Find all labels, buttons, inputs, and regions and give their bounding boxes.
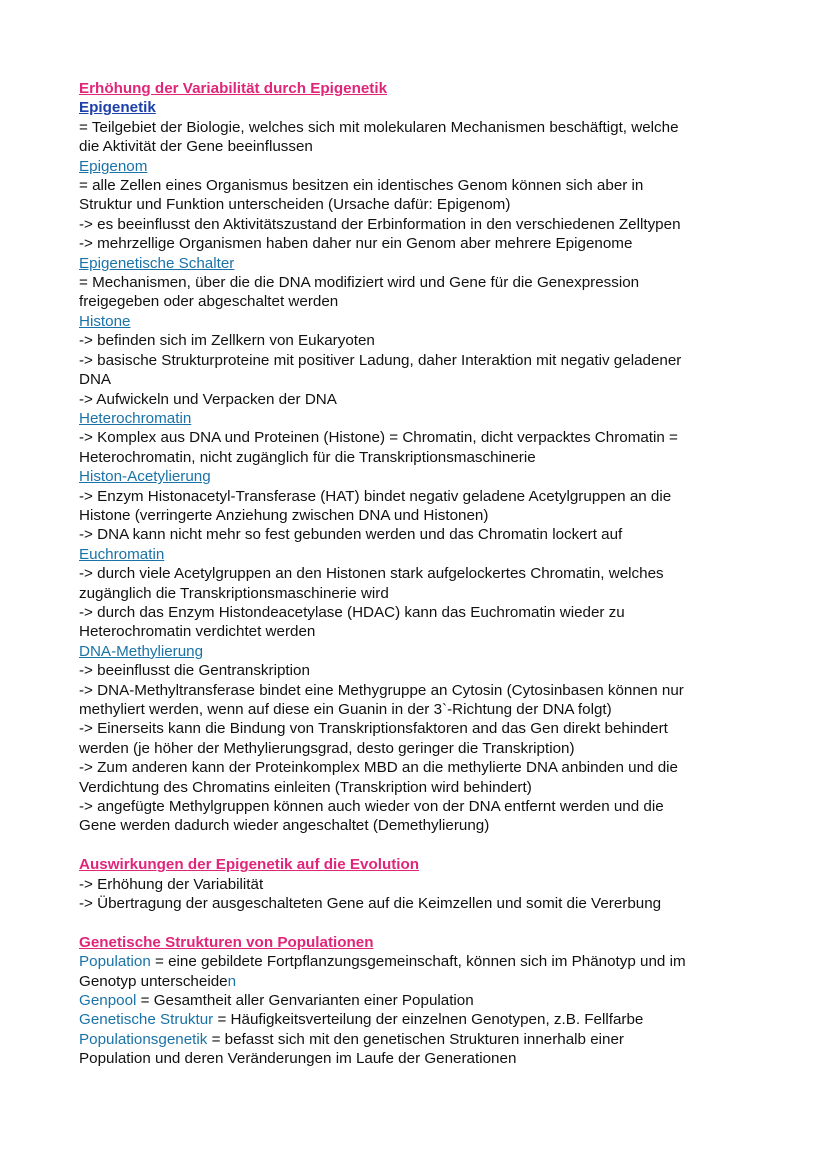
text-line: -> befinden sich im Zellkern von Eukaryoten bbox=[79, 332, 375, 350]
text-line: DNA bbox=[79, 371, 112, 389]
definition-population bbox=[79, 952, 759, 971]
term-population: Population bbox=[79, 953, 151, 971]
text-line: Histone (verringerte Anziehung zwischen DNA und Histonen) bbox=[79, 506, 489, 524]
text-line: -> Einerseits kann die Bindung von Transkriptionsfaktoren and das Gen direkt behindert bbox=[79, 720, 668, 738]
text-line: -> angefügte Methylgruppen können auch wieder von der DNA entfernt werden und die bbox=[79, 798, 664, 816]
section-heading-populationen: Genetische Strukturen von Populationen bbox=[79, 933, 374, 951]
section-heading-epigenetik-variabilitaet: Erhöhung der Variabilität durch Epigenetik bbox=[79, 80, 388, 97]
definition-text: = Gesamtheit aller Genvarianten einer Population bbox=[136, 992, 474, 1010]
text-line: -> beeinflusst die Gentranskription bbox=[79, 662, 310, 680]
text-line bbox=[79, 972, 759, 991]
text-line: -> DNA-Methyltransferase bindet eine Methygruppe an Cytosin (Cytosinbasen können nur bbox=[79, 681, 684, 699]
term-heterochromatin: Heterochromatin bbox=[79, 409, 192, 427]
text-line: = alle Zellen eines Organismus besitzen ein identisches Genom können sich aber in bbox=[79, 177, 644, 195]
spacer bbox=[79, 836, 759, 855]
term-histone: Histone bbox=[79, 312, 131, 330]
text-line: -> Zum anderen kann der Proteinkomplex MBD an die methylierte DNA anbinden und die bbox=[79, 759, 678, 777]
term-euchromatin: Euchromatin bbox=[79, 545, 165, 563]
definition-genpool bbox=[79, 991, 759, 1010]
text-line: -> DNA kann nicht mehr so fest gebunden werden und das Chromatin lockert auf bbox=[79, 526, 623, 544]
term-genpool: Genpool bbox=[79, 992, 137, 1010]
spacer bbox=[79, 913, 759, 932]
text-line: -> mehrzellige Organismen haben daher nur ein Genom aber mehrere Epigenome bbox=[79, 235, 633, 253]
text-line: Heterochromatin, nicht zugänglich für die Transkriptionsmaschinerie bbox=[79, 448, 536, 466]
definition-text: = eine gebildete Fortpflanzungsgemeinschaft, können sich im Phänotyp und im bbox=[150, 953, 686, 971]
text-line: -> Erhöhung der Variabilität bbox=[79, 875, 264, 893]
text-line: Struktur und Funktion unterscheiden (Ursache dafür: Epigenom) bbox=[79, 196, 511, 214]
text-line: zugänglich die Transkriptionsmaschinerie wird bbox=[79, 584, 389, 602]
text-line: = Mechanismen, über die die DNA modifiziert wird und Gene für die Genexpression bbox=[79, 274, 640, 292]
text-line: -> basische Strukturproteine mit positiver Ladung, daher Interaktion mit negativ geladener bbox=[79, 351, 682, 369]
document-page bbox=[79, 79, 759, 1069]
text-line: werden (je höher der Methylierungsgrad, desto geringer die Transkription) bbox=[79, 739, 575, 757]
text-line: -> durch das Enzym Histondeacetylase (HDAC) kann das Euchromatin wieder zu bbox=[79, 603, 625, 621]
definition-text: Genotyp unterscheide bbox=[79, 972, 228, 990]
term-dna-methylierung: DNA-Methylierung bbox=[79, 642, 204, 660]
text-line: methyliert werden, wenn auf diese ein Guanin in der 3`-Richtung der DNA folgt) bbox=[79, 701, 612, 718]
definition-populationsgenetik bbox=[79, 1030, 759, 1049]
text-line: -> Aufwickeln und Verpacken der DNA bbox=[79, 390, 337, 408]
term-genetische-struktur: Genetische Struktur bbox=[79, 1011, 214, 1029]
term-epigenetik: Epigenetik bbox=[79, 99, 156, 117]
text-line: die Aktivität der Gene beeinflussen bbox=[79, 138, 313, 156]
text-line: Verdichtung des Chromatins einleiten (Transkription wird behindert) bbox=[79, 778, 532, 796]
text-line: Population und deren Veränderungen im Laufe der Generationen bbox=[79, 1050, 517, 1068]
text-line: Heterochromatin verdichtet werden bbox=[79, 623, 316, 641]
colored-letter: n bbox=[227, 972, 237, 990]
definition-text: = befasst sich mit den genetischen Strukturen innerhalb einer bbox=[207, 1030, 624, 1048]
definition-text: = Häufigkeitsverteilung der einzelnen Genotypen, z.B. Fellfarbe bbox=[213, 1011, 644, 1029]
term-epigenom: Epigenom bbox=[79, 157, 148, 175]
term-histon-acetylierung: Histon-Acetylierung bbox=[79, 468, 211, 486]
definition-genetische-struktur bbox=[79, 1010, 759, 1029]
term-epigenetische-schalter: Epigenetische Schalter bbox=[79, 254, 235, 272]
term-populationsgenetik: Populationsgenetik bbox=[79, 1030, 208, 1048]
text-line: freigegeben oder abgeschaltet werden bbox=[79, 293, 339, 311]
text-line: -> Übertragung der ausgeschalteten Gene auf die Keimzellen und somit die Vererbung bbox=[79, 895, 662, 913]
text-line: -> es beeinflusst den Aktivitätszustand der Erbinformation in den verschiedenen Zelltypen bbox=[79, 215, 681, 233]
text-line: -> Enzym Histonacetyl-Transferase (HAT) bindet negativ geladene Acetylgruppen an die bbox=[79, 487, 672, 505]
text-line: -> durch viele Acetylgruppen an den Histonen stark aufgelockertes Chromatin, welches bbox=[79, 565, 664, 583]
text-line: = Teilgebiet der Biologie, welches sich mit molekularen Mechanismen beschäftigt, welche bbox=[79, 118, 679, 136]
section-heading-evolution: Auswirkungen der Epigenetik auf die Evolution bbox=[79, 856, 420, 874]
text-line: -> Komplex aus DNA und Proteinen (Histone) = Chromatin, dicht verpacktes Chromatin = bbox=[79, 429, 678, 447]
text-line: Gene werden dadurch wieder angeschaltet (Demethylierung) bbox=[79, 817, 490, 835]
